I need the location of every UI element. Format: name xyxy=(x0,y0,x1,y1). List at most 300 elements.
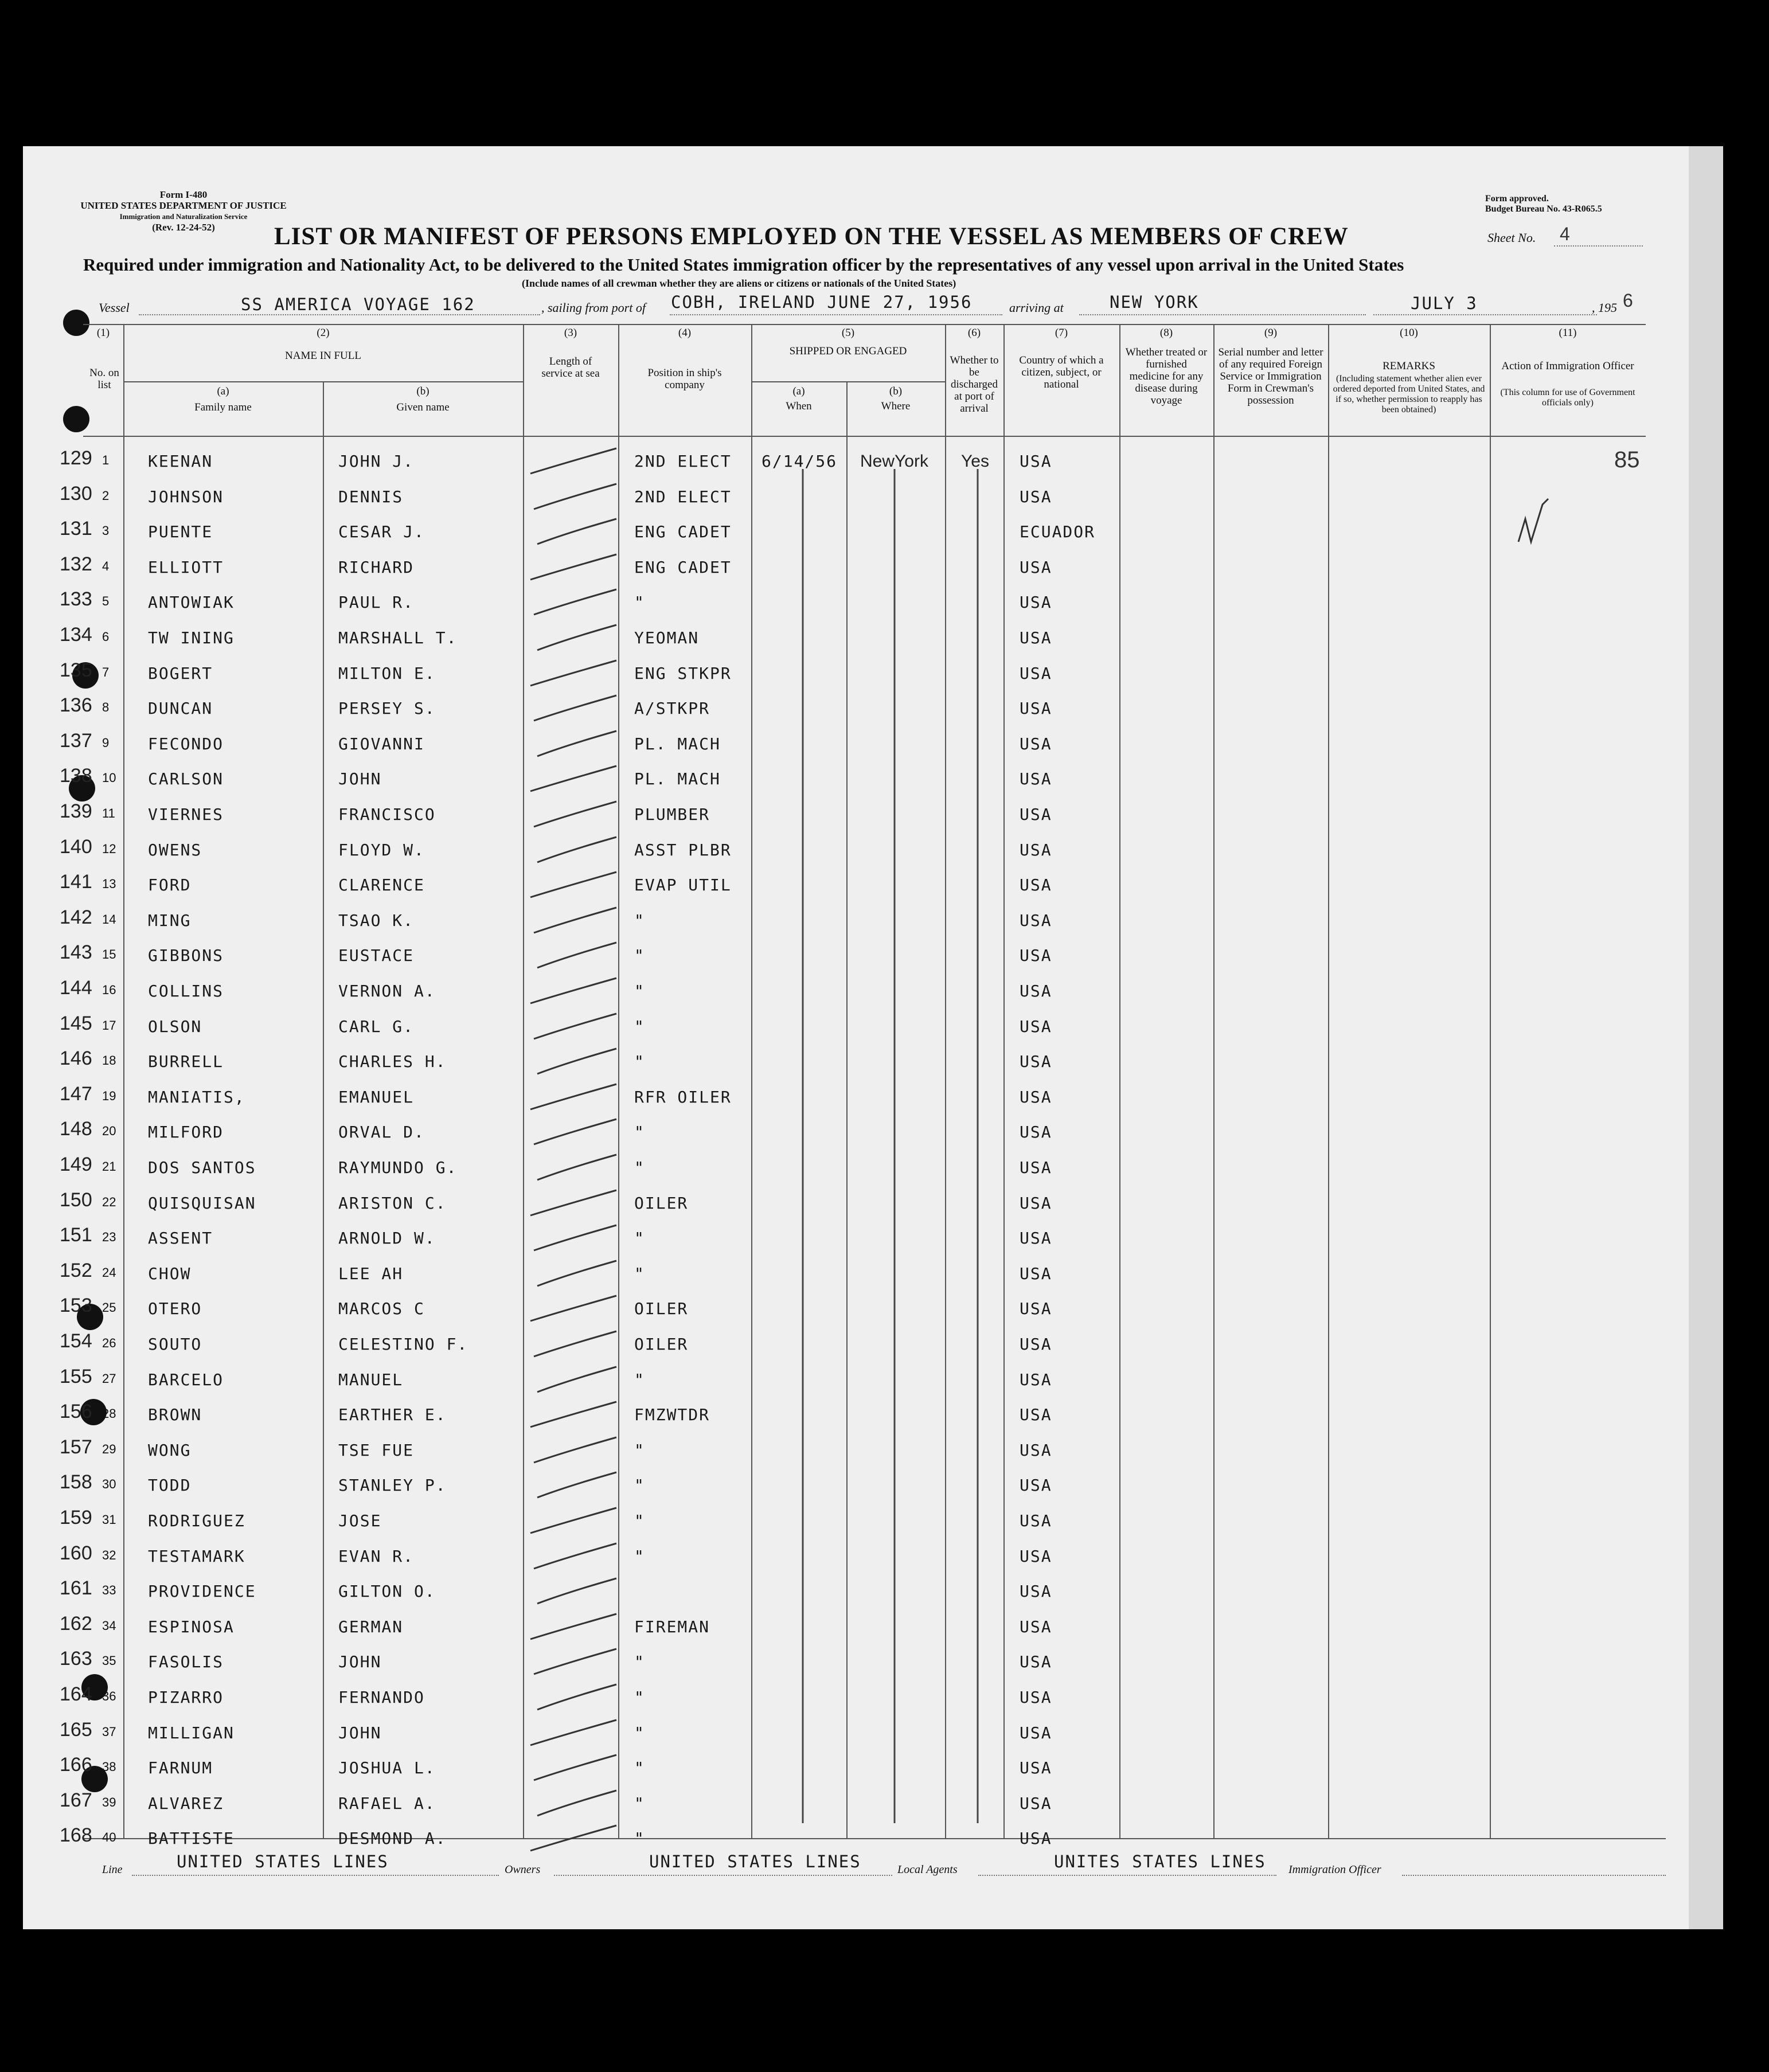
country-cell: USA xyxy=(1020,664,1052,683)
position-cell: " xyxy=(634,1017,645,1036)
position-cell: ASST PLBR xyxy=(634,840,732,859)
service-length-stroke xyxy=(537,1578,616,1604)
given-name-cell: EUSTACE xyxy=(338,946,415,965)
position-cell: " xyxy=(634,1829,645,1848)
line-value: UNITED STATES LINES xyxy=(177,1852,389,1871)
service-length-stroke xyxy=(537,837,616,862)
given-name-cell: FERNANDO xyxy=(338,1688,425,1707)
service-length-stroke xyxy=(534,1649,616,1674)
given-name-cell: TSAO K. xyxy=(338,911,415,930)
handwritten-row-number: 153 xyxy=(60,1295,92,1316)
service-length-stroke xyxy=(530,554,616,580)
family-name-cell: MILLIGAN xyxy=(148,1723,235,1742)
family-name-cell: PIZARRO xyxy=(148,1688,224,1707)
service-length-stroke xyxy=(534,1119,616,1144)
col4-number: (4) xyxy=(678,327,692,339)
family-name-cell: ASSENT xyxy=(148,1229,213,1248)
handwritten-row-number: 154 xyxy=(60,1330,92,1352)
service-length-stroke xyxy=(530,978,616,1003)
col11-subheader: (This column for use of Government officials only) xyxy=(1500,388,1635,408)
col1-header: No. on list xyxy=(89,367,119,391)
family-name-cell: BARCELO xyxy=(148,1370,224,1389)
position-cell: FMZWTDR xyxy=(634,1405,710,1424)
line-number: 36 xyxy=(102,1689,116,1703)
position-cell: " xyxy=(634,1758,645,1777)
service-length-stroke xyxy=(530,1084,616,1109)
service-name: Immigration and Naturalization Service xyxy=(119,212,248,221)
col5b-number: (b) xyxy=(889,385,903,397)
position-cell: " xyxy=(634,1264,645,1283)
col5a-header: When xyxy=(786,400,812,412)
service-length-stroke xyxy=(530,1508,616,1533)
family-name-cell: FASOLIS xyxy=(148,1652,224,1671)
given-name-cell: CESAR J. xyxy=(338,522,425,541)
position-cell: " xyxy=(634,1723,645,1742)
year-prefix: , 195 xyxy=(1592,300,1617,315)
line-underline xyxy=(132,1875,499,1876)
country-cell: USA xyxy=(1020,1299,1052,1318)
service-length-stroke xyxy=(537,1367,616,1392)
officer-label: Immigration Officer xyxy=(1288,1863,1381,1876)
handwritten-row-number: 161 xyxy=(60,1577,92,1599)
service-length-stroke xyxy=(537,1261,616,1286)
line-number: 3 xyxy=(102,523,110,538)
service-length-stroke xyxy=(537,943,616,968)
country-cell: USA xyxy=(1020,1582,1052,1601)
country-cell: USA xyxy=(1020,769,1052,788)
col2-header: NAME IN FULL xyxy=(285,350,361,362)
form-revision: (Rev. 12-24-52) xyxy=(152,222,215,233)
line-number: 4 xyxy=(102,559,110,573)
agents-label: Local Agents xyxy=(897,1863,958,1876)
service-length-stroke xyxy=(534,1331,616,1356)
given-name-cell: PERSEY S. xyxy=(338,699,436,718)
handwritten-row-number: 163 xyxy=(60,1648,92,1670)
given-name-cell: CHARLES H. xyxy=(338,1052,447,1071)
family-name-cell: CARLSON xyxy=(148,769,224,788)
form-number: Form I-480 xyxy=(159,189,208,200)
col8-number: (8) xyxy=(1159,327,1173,339)
handwritten-row-number: 142 xyxy=(60,906,92,928)
handwritten-row-number: 164 xyxy=(60,1683,92,1705)
country-cell: USA xyxy=(1020,734,1052,753)
service-length-stroke xyxy=(537,1155,616,1180)
handwritten-row-number: 167 xyxy=(60,1789,92,1811)
handwritten-row-number: 138 xyxy=(60,765,92,787)
family-name-cell: TW INING xyxy=(148,628,235,647)
service-length-stroke xyxy=(534,908,616,933)
position-cell: 2ND ELECT xyxy=(634,452,732,471)
position-cell: " xyxy=(634,1688,645,1707)
handwritten-row-number: 160 xyxy=(60,1542,92,1564)
service-length-stroke xyxy=(537,519,616,544)
position-cell: A/STKPR xyxy=(634,699,710,718)
handwritten-row-number: 166 xyxy=(60,1754,92,1776)
line-number: 8 xyxy=(102,700,110,714)
col3-header: Length of service at sea xyxy=(541,355,600,380)
family-name-cell: KEENAN xyxy=(148,452,213,471)
given-name-cell: JOSE xyxy=(338,1511,382,1530)
line-number: 9 xyxy=(102,736,110,750)
given-name-cell: GIOVANNI xyxy=(338,734,425,753)
discharged-cell: Yes xyxy=(961,452,989,471)
position-cell: 2ND ELECT xyxy=(634,487,732,506)
country-cell: USA xyxy=(1020,593,1052,612)
position-cell: " xyxy=(634,1476,645,1495)
sailing-label: , sailing from port of xyxy=(541,300,646,315)
col2b-number: (b) xyxy=(416,385,429,397)
country-cell: USA xyxy=(1020,1017,1052,1036)
given-name-cell: PAUL R. xyxy=(338,593,415,612)
line-number: 11 xyxy=(102,806,115,820)
owners-value: UNITED STATES LINES xyxy=(649,1852,861,1871)
given-name-cell: JOHN xyxy=(338,1723,382,1742)
country-cell: USA xyxy=(1020,805,1052,824)
col11-number: (11) xyxy=(1559,327,1577,339)
family-name-cell: ESPINOSA xyxy=(148,1617,235,1636)
given-name-cell: JOHN xyxy=(338,769,382,788)
handwritten-row-number: 156 xyxy=(60,1401,92,1422)
col2a-header: Family name xyxy=(194,401,252,413)
given-name-cell: TSE FUE xyxy=(338,1441,415,1460)
handwritten-row-number: 141 xyxy=(60,871,92,893)
line-number: 39 xyxy=(102,1795,116,1809)
given-name-cell: MILTON E. xyxy=(338,664,436,683)
family-name-cell: OLSON xyxy=(148,1017,202,1036)
sheet-number: 4 xyxy=(1560,224,1570,244)
handwritten-row-number: 146 xyxy=(60,1047,92,1069)
form-title: LIST OR MANIFEST OF PERSONS EMPLOYED ON THE VESSEL AS MEMBERS OF CREW xyxy=(274,223,1349,250)
given-name-cell: DENNIS xyxy=(338,487,404,506)
service-length-stroke xyxy=(534,484,616,509)
position-cell: PL. MACH xyxy=(634,734,721,753)
arriving-label: arriving at xyxy=(1009,300,1064,315)
service-length-stroke xyxy=(530,872,616,897)
position-cell: " xyxy=(634,593,645,612)
budget-bureau-number: Budget Bureau No. 43-R065.5 xyxy=(1485,204,1602,214)
handwritten-row-number: 165 xyxy=(60,1719,92,1741)
given-name-cell: EARTHER E. xyxy=(338,1405,447,1424)
service-length-stroke xyxy=(530,448,616,474)
handwritten-row-number: 132 xyxy=(60,553,92,575)
country-cell: USA xyxy=(1020,840,1052,859)
given-name-cell: MARCOS C xyxy=(338,1299,425,1318)
country-cell: USA xyxy=(1020,1405,1052,1424)
country-cell: USA xyxy=(1020,1688,1052,1707)
family-name-cell: DUNCAN xyxy=(148,699,213,718)
line-number: 2 xyxy=(102,488,110,503)
given-name-cell: CLARENCE xyxy=(338,875,425,894)
line-number: 20 xyxy=(102,1124,116,1138)
given-name-cell: EVAN R. xyxy=(338,1547,415,1566)
family-name-cell: GIBBONS xyxy=(148,946,224,965)
line-number: 13 xyxy=(102,877,116,891)
line-number: 34 xyxy=(102,1618,116,1633)
handwritten-row-number: 137 xyxy=(60,730,92,752)
handwritten-row-number: 130 xyxy=(60,483,92,505)
service-length-stroke xyxy=(534,1437,616,1463)
family-name-cell: BROWN xyxy=(148,1405,202,1424)
family-name-cell: MING xyxy=(148,911,192,930)
service-length-stroke xyxy=(534,1225,616,1250)
handwritten-row-number: 151 xyxy=(60,1224,92,1246)
given-name-cell: STANLEY P. xyxy=(338,1476,447,1495)
position-cell: " xyxy=(634,1229,645,1248)
position-cell: PL. MACH xyxy=(634,769,721,788)
family-name-cell: JOHNSON xyxy=(148,487,224,506)
line-number: 38 xyxy=(102,1760,116,1774)
country-cell: USA xyxy=(1020,946,1052,965)
country-cell: ECUADOR xyxy=(1020,522,1096,541)
service-length-stroke xyxy=(534,1755,616,1780)
line-number: 35 xyxy=(102,1653,116,1668)
handwritten-row-number: 135 xyxy=(60,659,92,681)
given-name-cell: MANUEL xyxy=(338,1370,404,1389)
service-length-stroke xyxy=(530,660,616,686)
given-name-cell: ARNOLD W. xyxy=(338,1229,436,1248)
line-number: 32 xyxy=(102,1548,116,1562)
family-name-cell: FORD xyxy=(148,875,192,894)
given-name-cell: RAFAEL A. xyxy=(338,1794,436,1813)
line-number: 30 xyxy=(102,1477,116,1491)
family-name-cell: CHOW xyxy=(148,1264,192,1283)
handwritten-row-number: 148 xyxy=(60,1118,92,1140)
handwritten-row-number: 162 xyxy=(60,1613,92,1635)
position-cell: PLUMBER xyxy=(634,805,710,824)
given-name-cell: RICHARD xyxy=(338,558,415,577)
country-cell: USA xyxy=(1020,1088,1052,1107)
handwritten-row-number: 136 xyxy=(60,694,92,716)
family-name-cell: MANIATIS, xyxy=(148,1088,245,1107)
given-name-cell: FLOYD W. xyxy=(338,840,425,859)
given-name-cell: FRANCISCO xyxy=(338,805,436,824)
owners-label: Owners xyxy=(505,1863,541,1876)
position-cell: " xyxy=(634,1158,645,1177)
family-name-cell: RODRIGUEZ xyxy=(148,1511,245,1530)
country-cell: USA xyxy=(1020,911,1052,930)
family-name-cell: TODD xyxy=(148,1476,192,1495)
line-number: 28 xyxy=(102,1406,116,1421)
line-number: 31 xyxy=(102,1512,116,1527)
line-number: 5 xyxy=(102,594,110,608)
handwritten-row-number: 150 xyxy=(60,1189,92,1211)
col5a-number: (a) xyxy=(792,385,805,397)
country-cell: USA xyxy=(1020,1264,1052,1283)
line-number: 15 xyxy=(102,947,116,961)
handwritten-row-number: 129 xyxy=(60,447,92,469)
line-number: 22 xyxy=(102,1195,116,1209)
given-name-cell: ARISTON C. xyxy=(338,1194,447,1213)
service-length-stroke xyxy=(530,1720,616,1745)
owners-underline xyxy=(554,1875,892,1876)
service-length-stroke xyxy=(530,766,616,791)
position-cell: " xyxy=(634,911,645,930)
position-cell: " xyxy=(634,1652,645,1671)
handwritten-row-number: 152 xyxy=(60,1260,92,1281)
service-length-stroke xyxy=(537,625,616,650)
family-name-cell: PROVIDENCE xyxy=(148,1582,256,1601)
family-name-cell: BOGERT xyxy=(148,664,213,683)
family-name-cell: ALVAREZ xyxy=(148,1794,224,1813)
country-cell: USA xyxy=(1020,699,1052,718)
family-name-cell: VIERNES xyxy=(148,805,224,824)
country-cell: USA xyxy=(1020,1829,1052,1848)
handwritten-row-number: 144 xyxy=(60,977,92,999)
country-cell: USA xyxy=(1020,487,1052,506)
service-length-stroke xyxy=(534,1014,616,1039)
given-name-cell: RAYMUNDO G. xyxy=(338,1158,458,1177)
handwritten-row-number: 147 xyxy=(60,1083,92,1105)
position-cell: OILER xyxy=(634,1335,689,1354)
service-length-stroke xyxy=(534,802,616,827)
approval-line: Form approved. xyxy=(1485,194,1549,204)
line-number: 14 xyxy=(102,912,116,926)
line-number: 25 xyxy=(102,1300,116,1315)
family-name-cell: PUENTE xyxy=(148,522,213,541)
service-length-stroke xyxy=(534,695,616,721)
country-cell: USA xyxy=(1020,1158,1052,1177)
family-name-cell: ANTOWIAK xyxy=(148,593,235,612)
position-cell: ENG CADET xyxy=(634,522,732,541)
line-number: 1 xyxy=(102,453,110,467)
check-mark-stroke xyxy=(1518,499,1548,542)
given-name-cell: LEE AH xyxy=(338,1264,404,1283)
handwritten-row-number: 143 xyxy=(60,941,92,963)
country-cell: USA xyxy=(1020,1441,1052,1460)
family-name-cell: QUISQUISAN xyxy=(148,1194,256,1213)
handwritten-row-number: 131 xyxy=(60,518,92,539)
position-cell: OILER xyxy=(634,1299,689,1318)
shipped-where-cell: NewYork xyxy=(860,452,928,471)
line-number: 7 xyxy=(102,665,110,679)
position-cell: " xyxy=(634,1794,645,1813)
agents-underline xyxy=(978,1875,1276,1876)
col7-header: Country of which a citizen, subject, or national xyxy=(1019,354,1104,390)
family-name-cell: BURRELL xyxy=(148,1052,224,1071)
service-length-stroke xyxy=(537,1684,616,1710)
sailing-from: COBH, IRELAND JUNE 27, 1956 xyxy=(671,292,973,312)
family-name-cell: TESTAMARK xyxy=(148,1547,245,1566)
handwritten-row-number: 158 xyxy=(60,1471,92,1493)
col10-subheader: (Including statement whether alien ever ordered deported from United States, and if so, whether permission to reapply has been obtained) xyxy=(1333,374,1485,415)
country-cell: USA xyxy=(1020,1052,1052,1071)
country-cell: USA xyxy=(1020,558,1052,577)
given-name-cell: JOHN xyxy=(338,1652,382,1671)
country-cell: USA xyxy=(1020,875,1052,894)
handwritten-row-number: 155 xyxy=(60,1366,92,1387)
given-name-cell: EMANUEL xyxy=(338,1088,415,1107)
line-number: 29 xyxy=(102,1442,116,1456)
line-number: 18 xyxy=(102,1053,116,1068)
form-subtitle: Required under immigration and Nationality Act, to be delivered to the United States immigration officer by the representatives of any vessel upon arrival in the United States xyxy=(83,255,1404,275)
family-name-cell: ELLIOTT xyxy=(148,558,224,577)
country-cell: USA xyxy=(1020,452,1052,471)
arriving-at: NEW YORK xyxy=(1110,292,1199,312)
given-name-cell: VERNON A. xyxy=(338,982,436,1000)
given-name-cell: CELESTINO F. xyxy=(338,1335,468,1354)
country-cell: USA xyxy=(1020,982,1052,1000)
col2-number: (2) xyxy=(317,327,330,339)
handwritten-row-number: 149 xyxy=(60,1154,92,1175)
col1-number: (1) xyxy=(96,327,110,339)
family-name-cell: FARNUM xyxy=(148,1758,213,1777)
position-cell: YEOMAN xyxy=(634,628,700,647)
handwritten-row-number: 140 xyxy=(60,836,92,858)
service-length-stroke xyxy=(537,1049,616,1074)
col5-number: (5) xyxy=(841,327,855,339)
col3-number: (3) xyxy=(564,327,577,339)
col8-header: Whether treated or furnished medicine for any disease during voyage xyxy=(1125,346,1208,406)
family-name-cell: MILFORD xyxy=(148,1123,224,1141)
department-name: UNITED STATES DEPARTMENT OF JUSTICE xyxy=(80,200,287,211)
country-cell: USA xyxy=(1020,1229,1052,1248)
handwritten-row-number: 139 xyxy=(60,800,92,822)
position-cell: EVAP UTIL xyxy=(634,875,732,894)
family-name-cell: COLLINS xyxy=(148,982,224,1000)
family-name-cell: OTERO xyxy=(148,1299,202,1318)
col5b-header: Where xyxy=(881,400,911,412)
family-name-cell: BATTISTE xyxy=(148,1829,235,1848)
line-number: 33 xyxy=(102,1583,116,1597)
country-cell: USA xyxy=(1020,1723,1052,1742)
col9-header: Serial number and letter of any required Foreign Service or Immigration Form in Crewman's possession xyxy=(1218,346,1323,406)
year-suffix: 6 xyxy=(1623,290,1633,311)
country-cell: USA xyxy=(1020,1370,1052,1389)
position-cell: " xyxy=(634,1052,645,1071)
col10-number: (10) xyxy=(1400,327,1418,339)
col11-header: Action of Immigration Officer xyxy=(1501,360,1634,372)
country-cell: USA xyxy=(1020,628,1052,647)
service-length-stroke xyxy=(530,1402,616,1427)
service-length-stroke xyxy=(537,1472,616,1498)
position-cell: " xyxy=(634,1547,645,1566)
country-cell: USA xyxy=(1020,1794,1052,1813)
col6-header: Whether to be discharged at port of arrival xyxy=(950,354,999,415)
country-cell: USA xyxy=(1020,1652,1052,1671)
col4-header: Position in ship's company xyxy=(647,367,722,391)
country-cell: USA xyxy=(1020,1123,1052,1141)
vessel-name: SS AMERICA VOYAGE 162 xyxy=(241,295,475,314)
crew-count: 85 xyxy=(1614,447,1640,472)
handwritten-row-number: 145 xyxy=(60,1012,92,1034)
position-cell: " xyxy=(634,1511,645,1530)
service-length-stroke xyxy=(530,1825,616,1851)
given-name-cell: JOHN J. xyxy=(338,452,415,471)
position-cell: OILER xyxy=(634,1194,689,1213)
col6-number: (6) xyxy=(967,327,981,339)
handwritten-row-number: 157 xyxy=(60,1436,92,1458)
vessel-label: Vessel xyxy=(99,300,130,315)
country-cell: USA xyxy=(1020,1758,1052,1777)
agents-value: UNITES STATES LINES xyxy=(1054,1852,1266,1871)
family-name-cell: SOUTO xyxy=(148,1335,202,1354)
service-length-stroke xyxy=(530,1296,616,1321)
country-cell: USA xyxy=(1020,1511,1052,1530)
family-name-cell: WONG xyxy=(148,1441,192,1460)
line-number: 6 xyxy=(102,630,110,644)
country-cell: USA xyxy=(1020,1194,1052,1213)
given-name-cell: MARSHALL T. xyxy=(338,628,458,647)
handwritten-row-number: 159 xyxy=(60,1507,92,1528)
line-number: 17 xyxy=(102,1018,116,1033)
form-note: (Include names of all crewman whether they are aliens or citizens or nationals of the United States) xyxy=(522,277,956,289)
country-cell: USA xyxy=(1020,1476,1052,1495)
handwritten-row-number: 134 xyxy=(60,624,92,646)
family-name-cell: DOS SANTOS xyxy=(148,1158,256,1177)
service-length-stroke xyxy=(530,1614,616,1639)
given-name-cell: ORVAL D. xyxy=(338,1123,425,1141)
line-number: 16 xyxy=(102,983,116,997)
